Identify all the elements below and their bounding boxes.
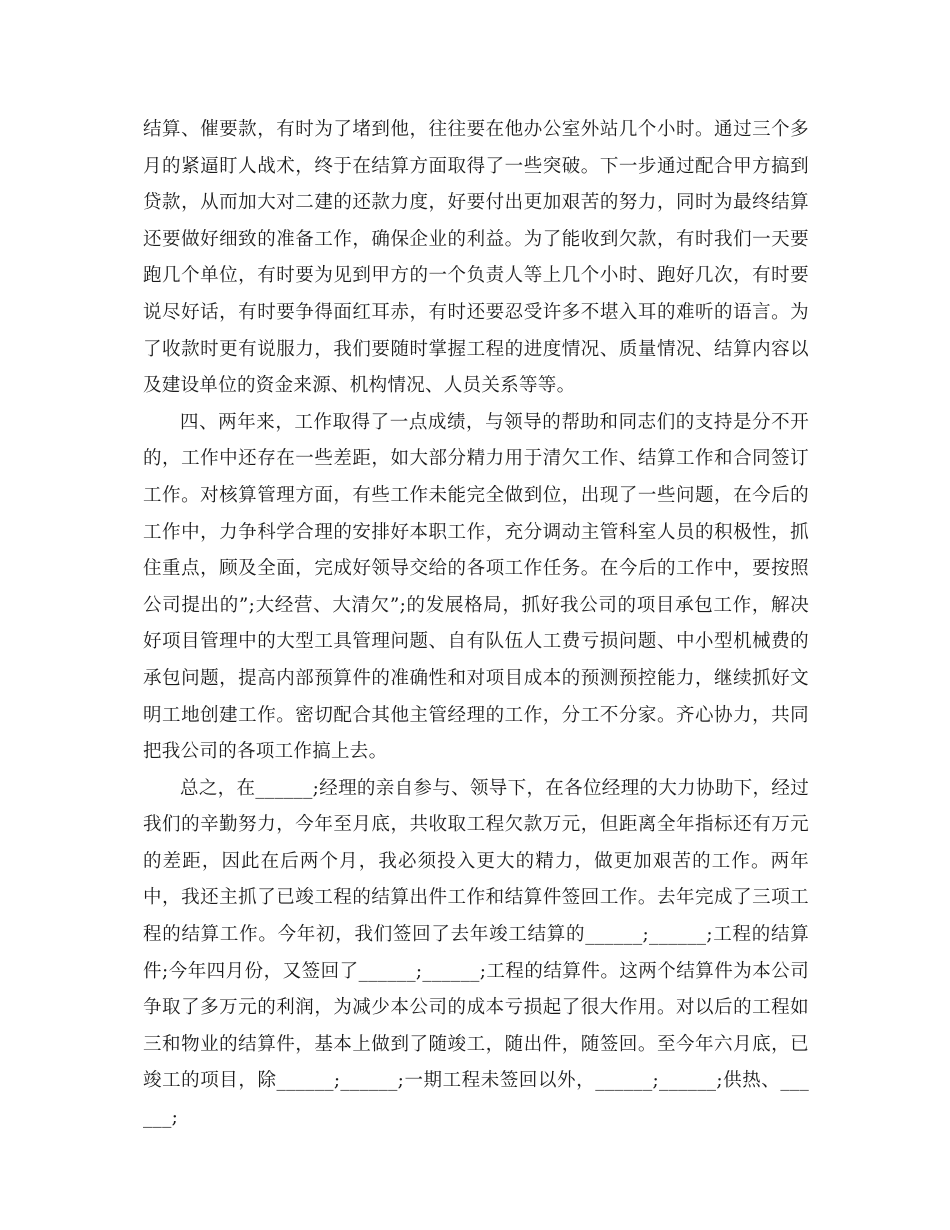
- paragraph-conclusion: 总之，在______;经理的亲自参与、领导下，在各位经理的大力协助下，经过我们的辛勤努力，今年至月底，共收取工程欠款万元，但距离全年指标还有万元的差距，因此在后两个月，我必须投入更大的精力，做更加艰苦的工作。两年中，我还主抓了已竣工程的结算出件工作和结算件签回工作。去年完成了三项工程的结算工作。今年初，我们签回了去年竣工结算的______;______;工程的结算件;今年四月份，又签回了______;______;工程的结算件。这两个结算件为本公司争取了多万元的利润，为减少本公司的成本亏损起了很大作用。对以后的工程如三和物业的结算件，基本上做到了随竣工，随出件，随签回。至今年六月底，已竣工的项目，除______;______;一期工程未签回以外，______;______;供热、______;: [143, 777, 809, 1129]
- paragraph-two-years-summary: 四、两年来，工作取得了一点成绩，与领导的帮助和同志们的支持是分不开的，工作中还存在一些差距，如大部分精力用于清欠工作、结算工作和合同签订工作。对核算管理方面，有些工作未能完全做到位，出现了一些问题，在今后的工作中，力争科学合理的安排好本职工作，充分调动主管科室人员的积极性，抓住重点，顾及全面，完成好领导交给的各项工作任务。在今后的工作中，要按照公司提出的”;大经营、大清欠”;的发展格局，抓好我公司的项目承包工作，解决好项目管理中的大型工具管理问题、自有队伍人工费亏损问题、中小型机械费的承包问题，提高内部预算件的准确性和对项目成本的预测预控能力，继续抓好文明工地创建工作。密切配合其他主管经理的工作，分工不分家。齐心协力，共同把我公司的各项工作搞上去。: [143, 411, 809, 763]
- document-body: [143, 112, 809, 1137]
- paragraph-settlement-collection: 结算、催要款，有时为了堵到他，往往要在他办公室外站几个小时。通过三个多月的紧逼盯人战术，终于在结算方面取得了一些突破。下一步通过配合甲方搞到贷款，从而加大对二建的还款力度，好要付出更加艰苦的努力，同时为最终结算还要做好细致的准备工作，确保企业的利益。为了能收到欠款，有时我们一天要跑几个单位，有时要为见到甲方的一个负责人等上几个小时、跑好几次，有时要说尽好话，有时要争得面红耳赤，有时还要忍受许多不堪入耳的难听的语言。为了收款时更有说服力，我们要随时掌握工程的进度情况、质量情况、结算内容以及建设单位的资金来源、机构情况、人员关系等等。: [143, 119, 809, 397]
